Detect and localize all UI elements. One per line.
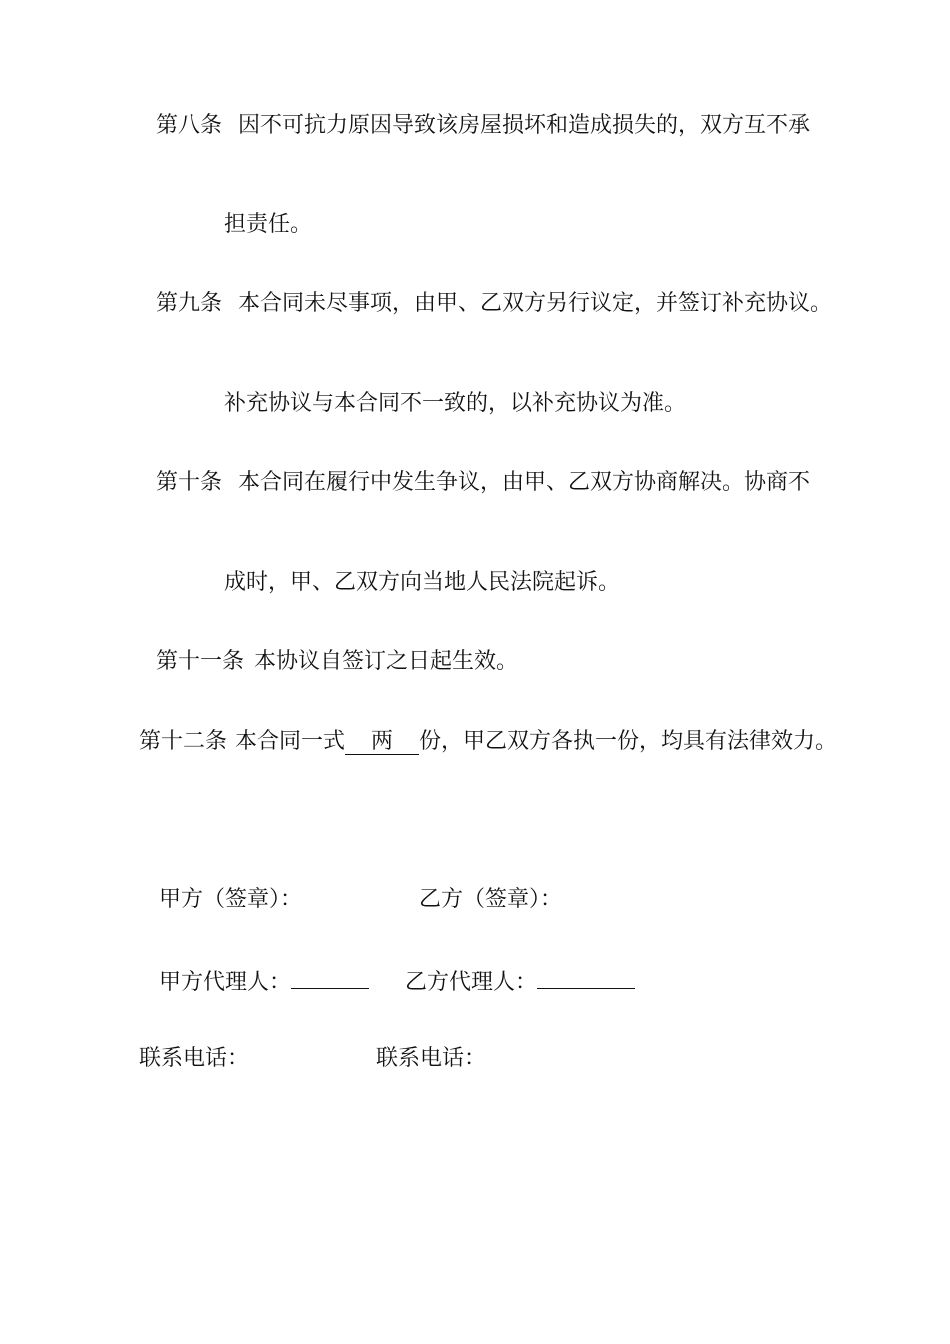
- party-a-signature-label: 甲方（签章）：: [159, 887, 303, 912]
- party-b-signature-label: 乙方（签章）：: [419, 887, 563, 912]
- party-b-phone-label: 联系电话：: [376, 1046, 487, 1071]
- party-b-agent-label: 乙方代理人：: [405, 970, 538, 995]
- article-8: [156, 111, 810, 141]
- article-text-post: 份，甲乙双方各执一份，均具有法律效力。: [419, 729, 838, 754]
- article-10-continuation: 成时，甲、乙双方向当地人民法院起诉。: [224, 570, 621, 595]
- article-text-pre: 本合同一式: [235, 729, 346, 754]
- article-number: 第十二条: [139, 729, 228, 754]
- party-b-agent-blank: [537, 964, 635, 989]
- article-12: [139, 727, 837, 757]
- article-text: 本合同未尽事项，由甲、乙双方另行议定，并签订补充协议。: [238, 291, 833, 316]
- party-a-agent-blank: [291, 964, 369, 989]
- party-a-agent-label: 甲方代理人：: [159, 970, 292, 995]
- article-9: [156, 289, 832, 319]
- article-text: 本合同在履行中发生争议，由甲、乙双方协商解决。协商不: [238, 470, 811, 495]
- party-a-agent: [159, 964, 369, 998]
- article-8-continuation: 担责任。: [224, 212, 313, 237]
- article-text: 本协议自签订之日起生效。: [254, 649, 519, 674]
- article-number: 第十一条: [156, 649, 245, 674]
- party-b-agent: [405, 964, 635, 998]
- article-number: 第九条: [156, 291, 223, 316]
- article-11: [156, 647, 518, 677]
- article-10: [156, 468, 810, 498]
- article-number: 第八条: [156, 113, 223, 138]
- article-number: 第十条: [156, 470, 223, 495]
- article-text: 因不可抗力原因导致该房屋损坏和造成损失的，双方互不承: [238, 113, 811, 138]
- article-9-continuation: 补充协议与本合同不一致的，以补充协议为准。: [224, 391, 687, 416]
- copies-blank: 两: [345, 730, 419, 755]
- party-a-phone-label: 联系电话：: [139, 1046, 250, 1071]
